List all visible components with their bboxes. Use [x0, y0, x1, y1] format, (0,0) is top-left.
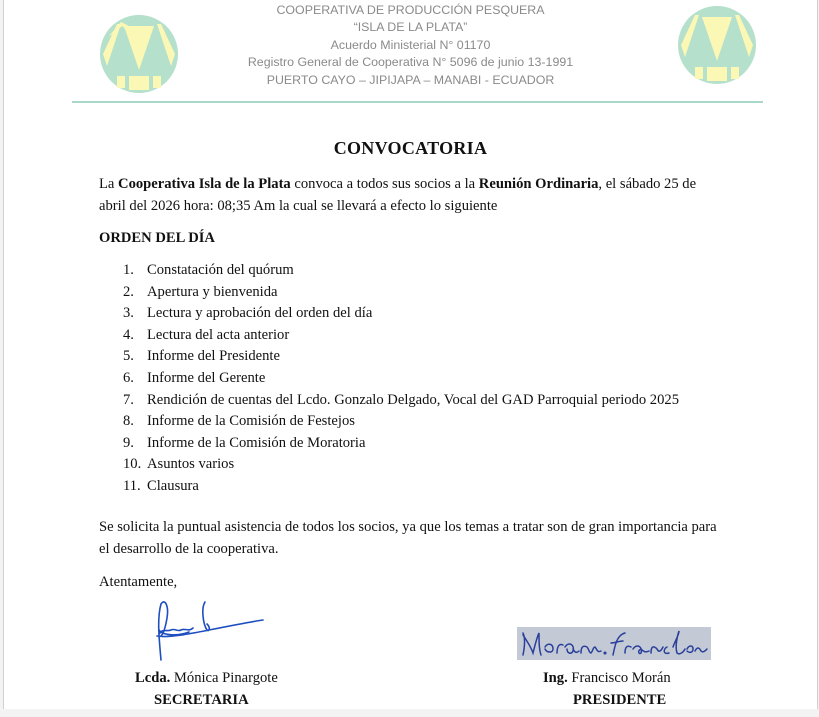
president-role: PRESIDENTE [573, 692, 667, 708]
agenda-heading: ORDEN DEL DÍA [99, 230, 215, 246]
agenda-number: 8. [123, 413, 134, 430]
agenda-item [99, 368, 719, 390]
intro-text: convoca a todos sus socios a la [290, 176, 479, 192]
agenda-text: Rendición de cuentas del Lcdo. Gonzalo Delgado, Vocal del GAD Parroquial periodo 2025 [147, 391, 679, 408]
agenda-text: Informe de la Comisión de Moratoria [147, 434, 366, 451]
letterhead [4, 2, 817, 89]
agenda-item [99, 433, 719, 455]
agenda-text: Lectura y aprobación del orden del día [147, 305, 373, 322]
agenda-number: 5. [123, 348, 134, 365]
closing-paragraph: Se solicita la puntual asistencia de todos los socios, ya que los temas a tratar son de gran importancia para el desarrollo de la cooperativa. [99, 519, 717, 557]
agenda-number: 11. [123, 477, 141, 494]
agenda-text: Clausura [147, 477, 199, 494]
agenda-list [99, 260, 719, 498]
letterhead-org-name: COOPERATIVA DE PRODUCCIÓN PESQUERA [276, 3, 545, 17]
meeting-type: Reunión Ordinaria [478, 176, 599, 192]
document-page [3, 0, 818, 709]
agenda-number: 9. [123, 434, 134, 451]
letterhead-org-subtitle: “ISLA DE LA PLATA” [353, 20, 468, 35]
header-divider [72, 101, 763, 103]
secretary-role: SECRETARIA [154, 692, 249, 708]
document-title: CONVOCATORIA [333, 138, 488, 158]
agenda-item [99, 260, 719, 282]
agenda-item [99, 325, 719, 347]
secretary-title: Lcda. [135, 670, 171, 686]
agenda-text: Apertura y bienvenida [147, 283, 278, 300]
agenda-text: Informe del Gerente [147, 369, 266, 386]
agenda-text: Lectura del acta anterior [147, 326, 290, 343]
president-title: Ing. [543, 670, 568, 686]
agenda-number: 2. [123, 283, 134, 300]
agenda-text: Informe del Presidente [147, 348, 280, 365]
agenda-item [99, 390, 719, 412]
agenda-text: Constatación del quórum [147, 262, 294, 278]
secretary-name [135, 670, 278, 687]
agenda-item [99, 411, 719, 433]
intro-text: La [99, 176, 119, 192]
agenda-item [99, 454, 719, 476]
agenda-text: Asuntos varios [147, 456, 235, 473]
agenda-item [99, 303, 719, 325]
president-signature [517, 627, 711, 660]
intro-text: , el sábado 25 de abril del 2026 hora: 08;35 Am la cual se llevará a efecto lo siguiente [99, 176, 697, 214]
agenda-number: 7. [123, 391, 134, 408]
president-fullname: Francisco Morán [567, 670, 671, 686]
agenda-item [99, 282, 719, 304]
letterhead-address: PUERTO CAYO – JIPIJAPA – MANABI - ECUADOR [266, 72, 555, 87]
letterhead-registry: Registro General de Cooperativa N° 5096 de junio 13-1991 [247, 55, 574, 70]
agenda-number: 4. [123, 326, 134, 343]
president-signature-scribble [517, 627, 711, 660]
agenda-number: 10. [123, 456, 142, 473]
regards-text: Atentamente, [99, 574, 178, 590]
agenda-text: Informe de la Comisión de Festejos [147, 413, 355, 430]
letterhead-agreement: Acuerdo Ministerial N° 01170 [330, 37, 491, 52]
cooperative-name: Cooperativa Isla de la Plata [118, 176, 291, 192]
agenda-item [99, 346, 719, 368]
agenda-number: 6. [123, 369, 134, 386]
secretary-fullname: Mónica Pinargote [170, 670, 278, 686]
agenda-number: 1. [123, 262, 134, 278]
president-name [543, 670, 671, 687]
agenda-item [99, 476, 719, 498]
intro-paragraph [99, 174, 719, 217]
secretary-signature [149, 598, 267, 664]
agenda-number: 3. [123, 305, 134, 322]
